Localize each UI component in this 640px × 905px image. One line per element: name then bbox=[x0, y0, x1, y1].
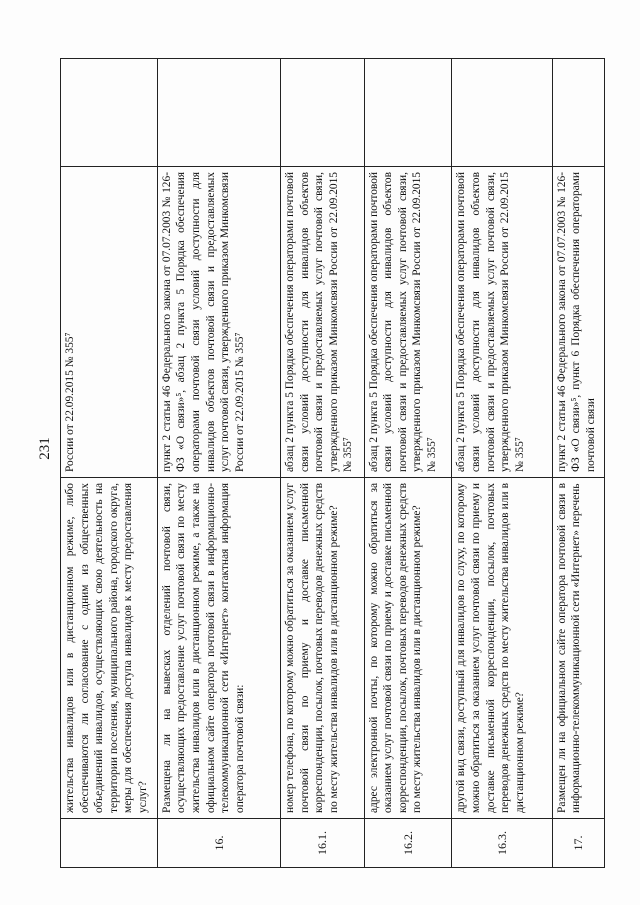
empty-cell bbox=[552, 59, 604, 167]
table-row bbox=[61, 59, 158, 868]
question-cell: Размещена ли на вывесках отделений почтовой связи, осуществляющих предоставление услуг почтовой связи по месту жительства инвалидов или в дистанционном режиме, а также на официальном сайте оператора почтовой связи в информационно-телекоммуникационной сети «Интернет» контактная информация оператора почтовой связи: bbox=[157, 478, 280, 819]
row-number: 16. bbox=[157, 819, 280, 868]
question-cell: другой вид связи, доступный для инвалидов по слуху, по которому можно обратиться за оказанием услуг почтовой связи по приему и доставке письменной корреспонденции, посылок, почтовых переводов денежных средств по месту жительства инвалидов или в дистанционном режиме? bbox=[452, 478, 552, 819]
row-number bbox=[61, 819, 158, 868]
legal-basis-cell: абзац 2 пункта 5 Порядка обеспечения операторами почтовой связи условий доступности для инвалидов объектов почтовой связи и предоставляемых услуг почтовой связи, утвержденного приказом Минкомсвязи России от 22.09.2015 № 355⁷ bbox=[281, 167, 365, 478]
row-number: 16.3. bbox=[452, 819, 552, 868]
table-row bbox=[281, 59, 365, 868]
rotated-table-wrapper bbox=[60, 58, 605, 868]
row-number: 16.1. bbox=[281, 819, 365, 868]
empty-cell bbox=[157, 59, 280, 167]
legal-basis-cell: абзац 2 пункта 5 Порядка обеспечения операторами почтовой связи условий доступности для инвалидов объектов почтовой связи и предоставляемых услуг почтовой связи, утвержденного приказом Минкомсвязи России от 22.09.2015 № 355⁷ bbox=[364, 167, 452, 478]
empty-cell bbox=[61, 59, 158, 167]
page-number: 231 bbox=[36, 437, 53, 460]
question-cell: Размещен ли на официальном сайте оператора почтовой связи в информационно-телекоммуникационной сети «Интернет» перечень bbox=[552, 478, 604, 819]
legal-basis-cell: пункт 2 статьи 46 Федерального закона от 07.07.2003 № 126-ФЗ «О связи»⁵, пункт 6 Порядка обеспечения операторами почтовой связи bbox=[552, 167, 604, 478]
legal-basis-cell: абзац 2 пункта 5 Порядка обеспечения операторами почтовой связи условий доступности для инвалидов объектов почтовой связи и предоставляемых услуг почтовой связи, утвержденного приказом Минкомсвязи России от 22.09.2015 № 355⁷ bbox=[452, 167, 552, 478]
question-cell: жительства инвалидов или в дистанционном режиме, либо обеспечиваются ли согласование с одним из общественных объединений инвалидов, осуществляющих свою деятельность на территории поселения, муниципального района, городского округа, меры для обеспечения доступа инвалидов к месту предоставления услуг? bbox=[61, 478, 158, 819]
empty-cell bbox=[281, 59, 365, 167]
row-number: 17. bbox=[552, 819, 604, 868]
legal-basis-cell: России от 22.09.2015 № 355⁷ bbox=[61, 167, 158, 478]
empty-cell bbox=[364, 59, 452, 167]
checklist-table bbox=[60, 58, 605, 868]
table-row bbox=[552, 59, 604, 868]
empty-cell bbox=[452, 59, 552, 167]
table-row bbox=[364, 59, 452, 868]
table-row bbox=[157, 59, 280, 868]
table-row bbox=[452, 59, 552, 868]
question-cell: адрес электронной почты, по которому можно обратиться за оказанием услуг почтовой связи по приему и доставке письменной корреспонденции, посылок, почтовых переводов денежных средств по месту жительства инвалидов или в дистанционном режиме? bbox=[364, 478, 452, 819]
question-cell: номер телефона, по которому можно обратиться за оказанием услуг почтовой связи по приему и доставке письменной корреспонденции, посылок, почтовых переводов денежных средств по месту жительства инвалидов или в дистанционном режиме? bbox=[281, 478, 365, 819]
row-number: 16.2. bbox=[364, 819, 452, 868]
legal-basis-cell: пункт 2 статьи 46 Федерального закона от 07.07.2003 № 126-ФЗ «О связи»⁵, абзац 2 пункта 5 Порядка обеспечения операторами почтовой связи условий доступности для инвалидов объектов почтовой связи и предоставляемых услуг почтовой связи, утвержденного приказом Минкомсвязи России от 22.09.2015 № 355⁷ bbox=[157, 167, 280, 478]
